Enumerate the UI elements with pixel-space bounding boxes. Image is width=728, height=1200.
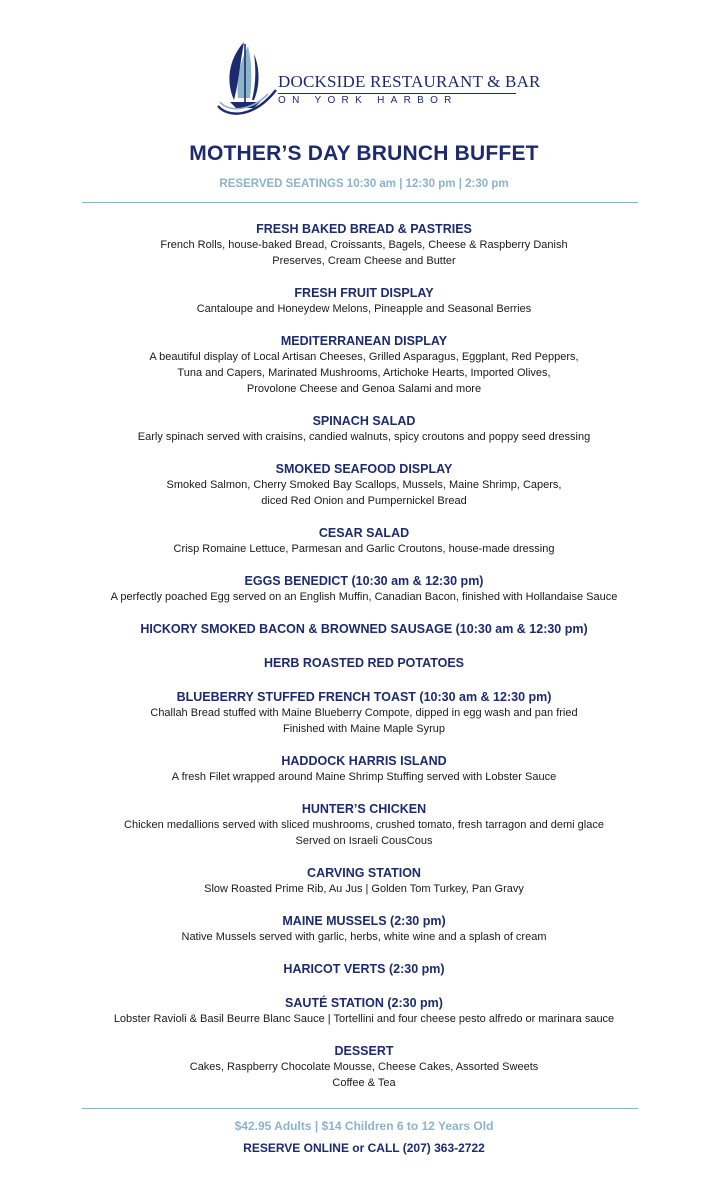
menu-section: [0, 461, 728, 509]
bottom-divider: [82, 1108, 638, 1109]
section-title: HADDOCK HARRIS ISLAND: [281, 754, 447, 768]
section-title: MAINE MUSSELS (2:30 pm): [282, 914, 446, 928]
section-description: A fresh Filet wrapped around Maine Shrimp Stuffing served with Lobster Sauce: [171, 771, 557, 783]
section-title: SPINACH SALAD: [312, 414, 416, 428]
brand-subtitle: ON YORK HARBOR: [278, 95, 458, 106]
section-title: HICKORY SMOKED BACON & BROWNED SAUSAGE (10:30 am & 12:30 pm): [140, 622, 588, 636]
section-description: Native Mussels served with garlic, herbs, white wine and a splash of cream: [181, 931, 547, 943]
section-description: Lobster Ravioli & Basil Beurre Blanc Sauce | Tortellini and four cheese pesto alfredo or marinara sauce: [113, 1013, 615, 1025]
section-title: CARVING STATION: [307, 866, 421, 880]
brand-divider: [278, 93, 516, 94]
logo: [214, 40, 541, 118]
section-description: Cakes, Raspberry Chocolate Mousse, Cheese Cakes, Assorted Sweets: [189, 1061, 539, 1073]
menu-section: [0, 913, 728, 945]
section-title: CESAR SALAD: [318, 526, 410, 540]
section-description: Chicken medallions served with sliced mushrooms, crushed tomato, fresh tarragon and demi glace: [124, 819, 604, 831]
section-description: Crisp Romaine Lettuce, Parmesan and Garlic Croutons, house-made dressing: [173, 543, 555, 555]
menu-section: [0, 285, 728, 317]
section-description: Coffee & Tea: [332, 1077, 396, 1089]
section-title: FRESH BAKED BREAD & PASTRIES: [256, 222, 472, 236]
section-description: A perfectly poached Egg served on an English Muffin, Canadian Bacon, finished with Hollandaise Sauce: [110, 591, 618, 603]
section-title: SAUTÉ STATION (2:30 pm): [285, 996, 443, 1010]
section-description: Early spinach served with craisins, candied walnuts, spicy croutons and poppy seed dressing: [137, 431, 591, 443]
section-description: Slow Roasted Prime Rib, Au Jus | Golden Tom Turkey, Pan Gravy: [204, 883, 524, 895]
section-title: HARICOT VERTS (2:30 pm): [283, 962, 445, 976]
menu-section: [0, 573, 728, 605]
sailboat-icon: [214, 40, 280, 116]
menu-section: [0, 525, 728, 557]
price-line: $42.95 Adults | $14 Children 6 to 12 Years Old: [234, 1119, 494, 1133]
menu-sections: [0, 221, 728, 1107]
brand-name: DOCKSIDE RESTAURANT & BAR: [278, 72, 541, 91]
section-title: HUNTER’S CHICKEN: [301, 802, 427, 816]
seatings-line: RESERVED SEATINGS 10:30 am | 12:30 pm | 2:30 pm: [219, 178, 509, 190]
menu-section: [0, 689, 728, 737]
top-divider: [82, 202, 638, 203]
section-title: MEDITERRANEAN DISPLAY: [280, 334, 448, 348]
menu-section: [0, 1043, 728, 1091]
section-description: Cantaloupe and Honeydew Melons, Pineapple and Seasonal Berries: [196, 303, 532, 315]
section-title: BLUEBERRY STUFFED FRENCH TOAST (10:30 am & 12:30 pm): [176, 690, 552, 704]
section-title: SMOKED SEAFOOD DISPLAY: [275, 462, 453, 476]
section-description: Smoked Salmon, Cherry Smoked Bay Scallops, Mussels, Maine Shrimp, Capers,: [166, 479, 562, 491]
menu-section: [0, 655, 728, 671]
section-description: A beautiful display of Local Artisan Cheeses, Grilled Asparagus, Eggplant, Red Peppers,: [149, 351, 579, 363]
menu-section: [0, 621, 728, 637]
menu-section: [0, 995, 728, 1027]
menu-section: [0, 333, 728, 397]
menu-section: [0, 753, 728, 785]
section-title: DESSERT: [334, 1044, 394, 1058]
section-description: Tuna and Capers, Marinated Mushrooms, Artichoke Hearts, Imported Olives,: [177, 367, 551, 379]
menu-section: [0, 413, 728, 445]
menu-section: [0, 801, 728, 849]
section-description: Challah Bread stuffed with Maine Blueberry Compote, dipped in egg wash and pan fried: [150, 707, 578, 719]
section-description: diced Red Onion and Pumpernickel Bread: [261, 495, 467, 507]
section-description: Finished with Maine Maple Syrup: [282, 723, 446, 735]
menu-section: [0, 865, 728, 897]
page-title: MOTHER’S DAY BRUNCH BUFFET: [189, 142, 539, 165]
reserve-line: RESERVE ONLINE or CALL (207) 363-2722: [243, 1141, 485, 1155]
menu-section: [0, 221, 728, 269]
section-title: EGGS BENEDICT (10:30 am & 12:30 pm): [244, 574, 484, 588]
section-description: Preserves, Cream Cheese and Butter: [272, 255, 456, 267]
section-title: HERB ROASTED RED POTATOES: [263, 656, 465, 670]
section-description: Provolone Cheese and Genoa Salami and more: [246, 383, 482, 395]
menu-section: [0, 961, 728, 977]
section-title: FRESH FRUIT DISPLAY: [294, 286, 434, 300]
section-description: Served on Israeli CousCous: [295, 835, 433, 847]
section-description: French Rolls, house-baked Bread, Croissants, Bagels, Cheese & Raspberry Danish: [160, 239, 568, 251]
